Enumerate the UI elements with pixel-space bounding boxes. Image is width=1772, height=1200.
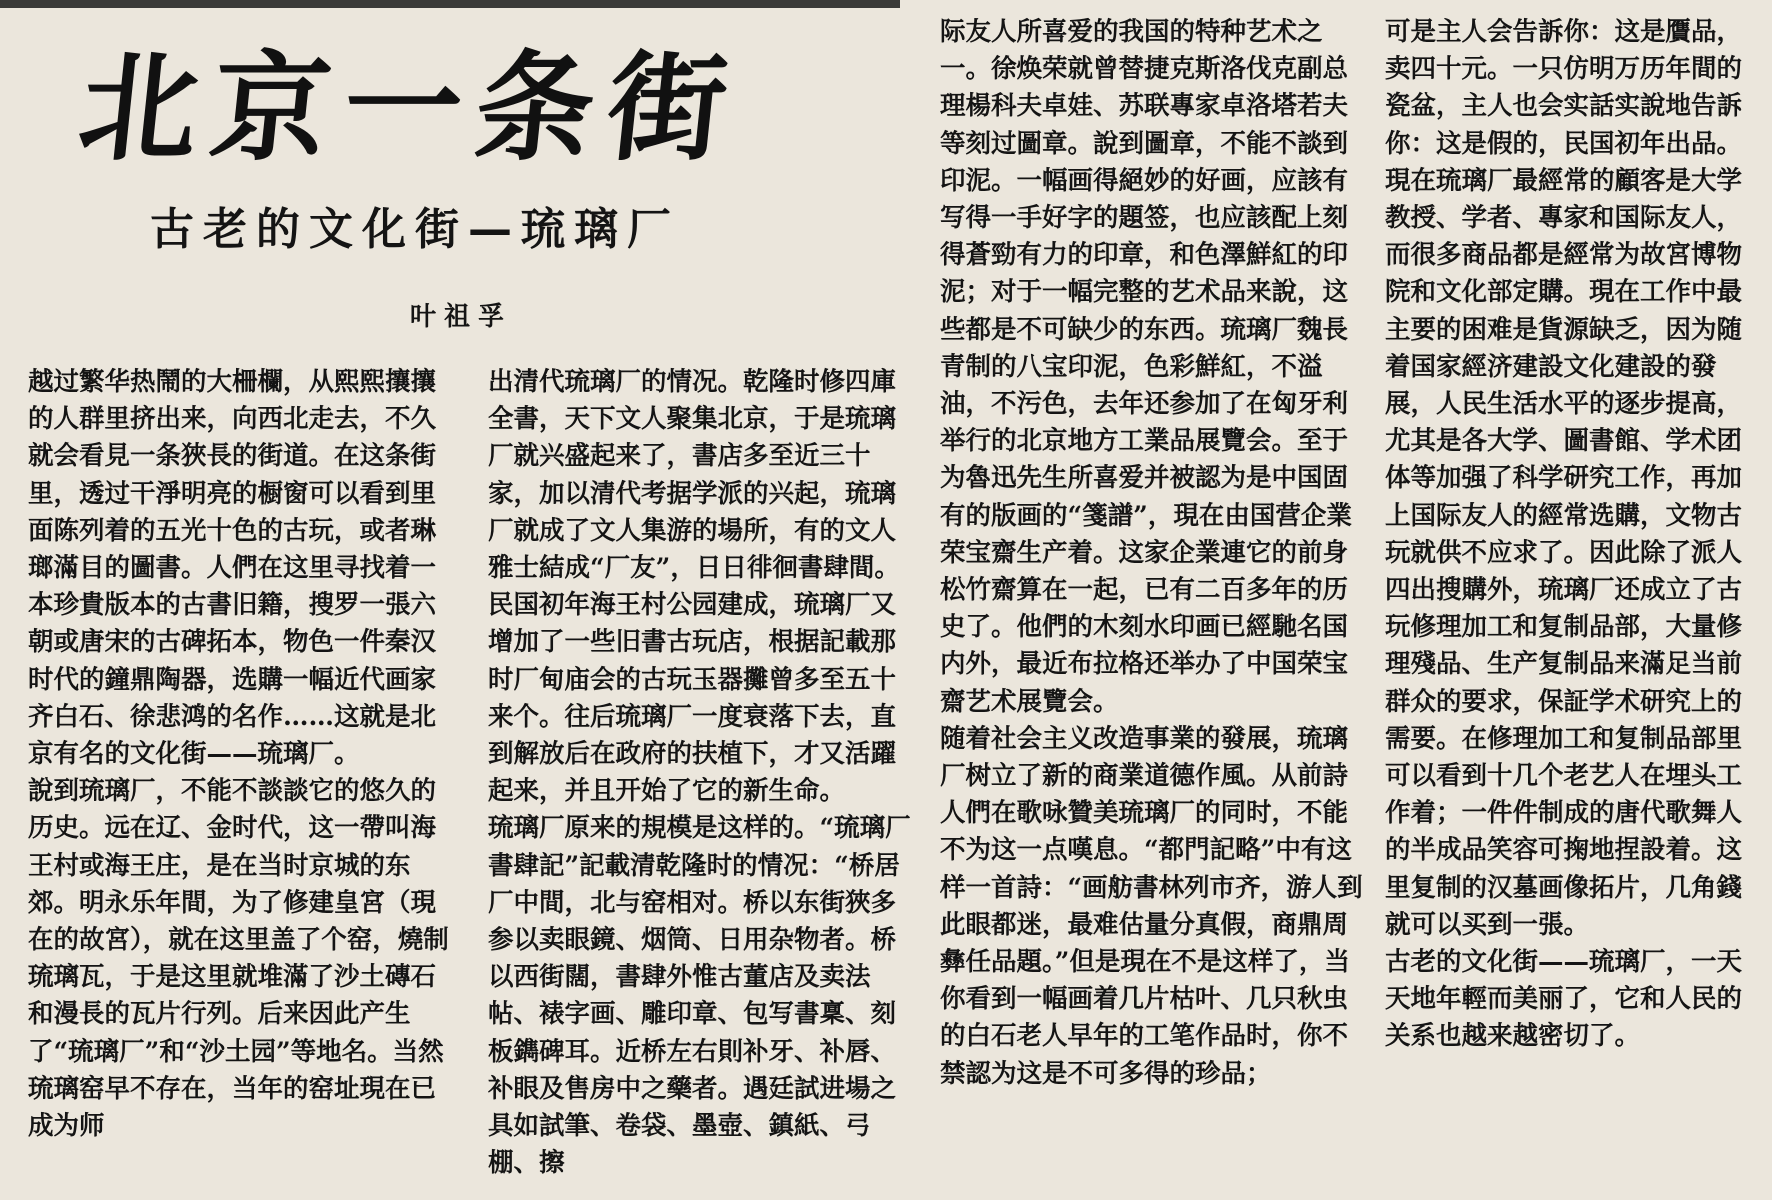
paragraph: 琉璃厂原来的規模是这样的。“琉璃厂書肆記”記載清乾隆时的情况：“桥居厂中間，北与窑相对。桥以东街狹多参以卖眼鏡、烟筒、日用杂物者。桥以西街闊，書肆外惟古董店及卖法帖、裱字画、雕印章、包写書稟、刻板鐫碑耳。近桥左右則补牙、补唇、补眼及售房中之藥者。遇廷試进場之具如試筆、卷袋、墨壺、鎮紙、弓棚、擦 (488, 813, 911, 1179)
top-rule (0, 0, 900, 8)
text-column-2 (488, 364, 918, 1200)
text-column-1 (28, 364, 458, 1200)
text-column-3 (940, 14, 1370, 1200)
paragraph: 出清代琉璃厂的情况。乾隆时修四庫全書，天下文人聚集北京，于是琉璃厂就兴盛起来了，書店多至近三十家，加以清代考据学派的兴起，琉璃厂就成了文人集游的場所，有的文人雅士結成“厂友”，日日徘徊書肆間。民国初年海王村公园建成，琉璃厂又增加了一些旧書古玩店，根据記載那时厂甸庙会的古玩玉器攤曾多至五十来个。往后琉璃厂一度衰落下去，直到解放后在政府的扶植下，才又活躍起来，并且开始了它的新生命。 (488, 367, 900, 807)
author-byline: 叶祖孚 (410, 302, 513, 332)
headline: 北京一条街 (72, 38, 748, 177)
subtitle: 古老的文化街—琉璃厂 (150, 204, 680, 255)
paragraph: 說到琉璃厂，不能不談談它的悠久的历史。远在辽、金时代，这一帶叫海王村或海王庄，是在当时京城的东郊。明永乐年間，为了修建皇宮（現在的故宮），就在这里盖了个窑，燒制琉璃瓦，于是这里就堆滿了沙土磚石和漫長的瓦片行列。后来因此产生了“琉璃厂”和“沙土园”等地名。当然琉璃窑早不存在，当年的窑址現在已成为师 (28, 776, 449, 1142)
paragraph: 随着社会主义改造事業的發展，琉璃厂树立了新的商業道德作風。从前詩人們在歌咏贊美琉璃厂的同时，不能不为这一点嘆息。“都門記略”中有这样一首詩：“画舫書林列市齐，游人到此眼都迷，最难估量分真假，商鼎周彝任品題。”但是現在不是这样了，当你看到一幅画着几片枯叶、几只秋虫的白石老人早年的工笔作品时，你不禁認为这是不可多得的珍品； (940, 723, 1363, 1089)
paragraph: 可是主人会告訴你：这是贋品，卖四十元。一只仿明万历年間的瓷盆，主人也会实話实說地告訴你：这是假的，民国初年出品。 (1385, 17, 1743, 159)
text-column-4 (1385, 14, 1765, 1200)
paragraph: 現在琉璃厂最經常的顧客是大学教授、学者、專家和国际友人，而很多商品都是經常为故宮博物院和文化部定購。現在工作中最主要的困难是貨源缺乏，因为随着国家經济建設文化建設的發展，人民生活水平的逐步提高，尤其是各大学、圖書館、学术团体等加强了科学研究工作，再加上国际友人的經常选購，文物古玩就供不应求了。因此除了派人四出搜購外，琉璃厂还成立了古玩修理加工和复制品部，大量修理殘品、生产复制品来滿足当前群众的要求，保証学术研究上的需要。在修理加工和复制品部里可以看到十几个老艺人在埋头工作着；一件件制成的唐代歌舞人的半成品笑容可掬地捏設着。这里复制的汉墓画像拓片，几角錢就可以买到一張。 (1385, 165, 1743, 940)
paragraph: 越过繁华热鬧的大柵欄，从熙熙攘攘的人群里挤出来，向西北走去，不久就会看見一条狹長的街道。在这条街里，透过干淨明亮的橱窗可以看到里面陈列着的五光十色的古玩，或者琳瑯滿目的圖書。人們在这里寻找着一本珍貴版本的古書旧籍，搜罗一張六朝或唐宋的古碑拓本，物色一件秦汉时代的鐘鼎陶器，选購一幅近代画家齐白石、徐悲鸿的名作……这就是北京有名的文化街——琉璃厂。 (28, 367, 437, 770)
paragraph: 古老的文化街——琉璃厂，一天天地年輕而美丽了，它和人民的关系也越来越密切了。 (1385, 947, 1743, 1052)
paragraph: 际友人所喜爱的我国的特种艺术之一。徐焕荣就曾替捷克斯洛伐克副总理楊科夫卓娃、苏联專家卓洛塔若夫等刻过圖章。說到圖章，不能不談到印泥。一幅画得絕妙的好画，应該有写得一手好字的題签，也应該配上刻得蒼勁有力的印章，和色澤鮮紅的印泥；对于一幅完整的艺术品来說，这些都是不可缺少的东西。琉璃厂魏長青制的八宝印泥，色彩鮮紅，不溢油，不污色，去年还参加了在匈牙利举行的北京地方工業品展覽会。至于为魯迅先生所喜爱并被認为是中国固有的版画的“箋譜”，現在由国营企業荣宝齋生产着。这家企業連它的前身松竹齋算在一起，已有二百多年的历史了。他們的木刻水印画已經馳名国内外，最近布拉格还举办了中国荣宝齋艺术展覽会。 (940, 17, 1352, 717)
